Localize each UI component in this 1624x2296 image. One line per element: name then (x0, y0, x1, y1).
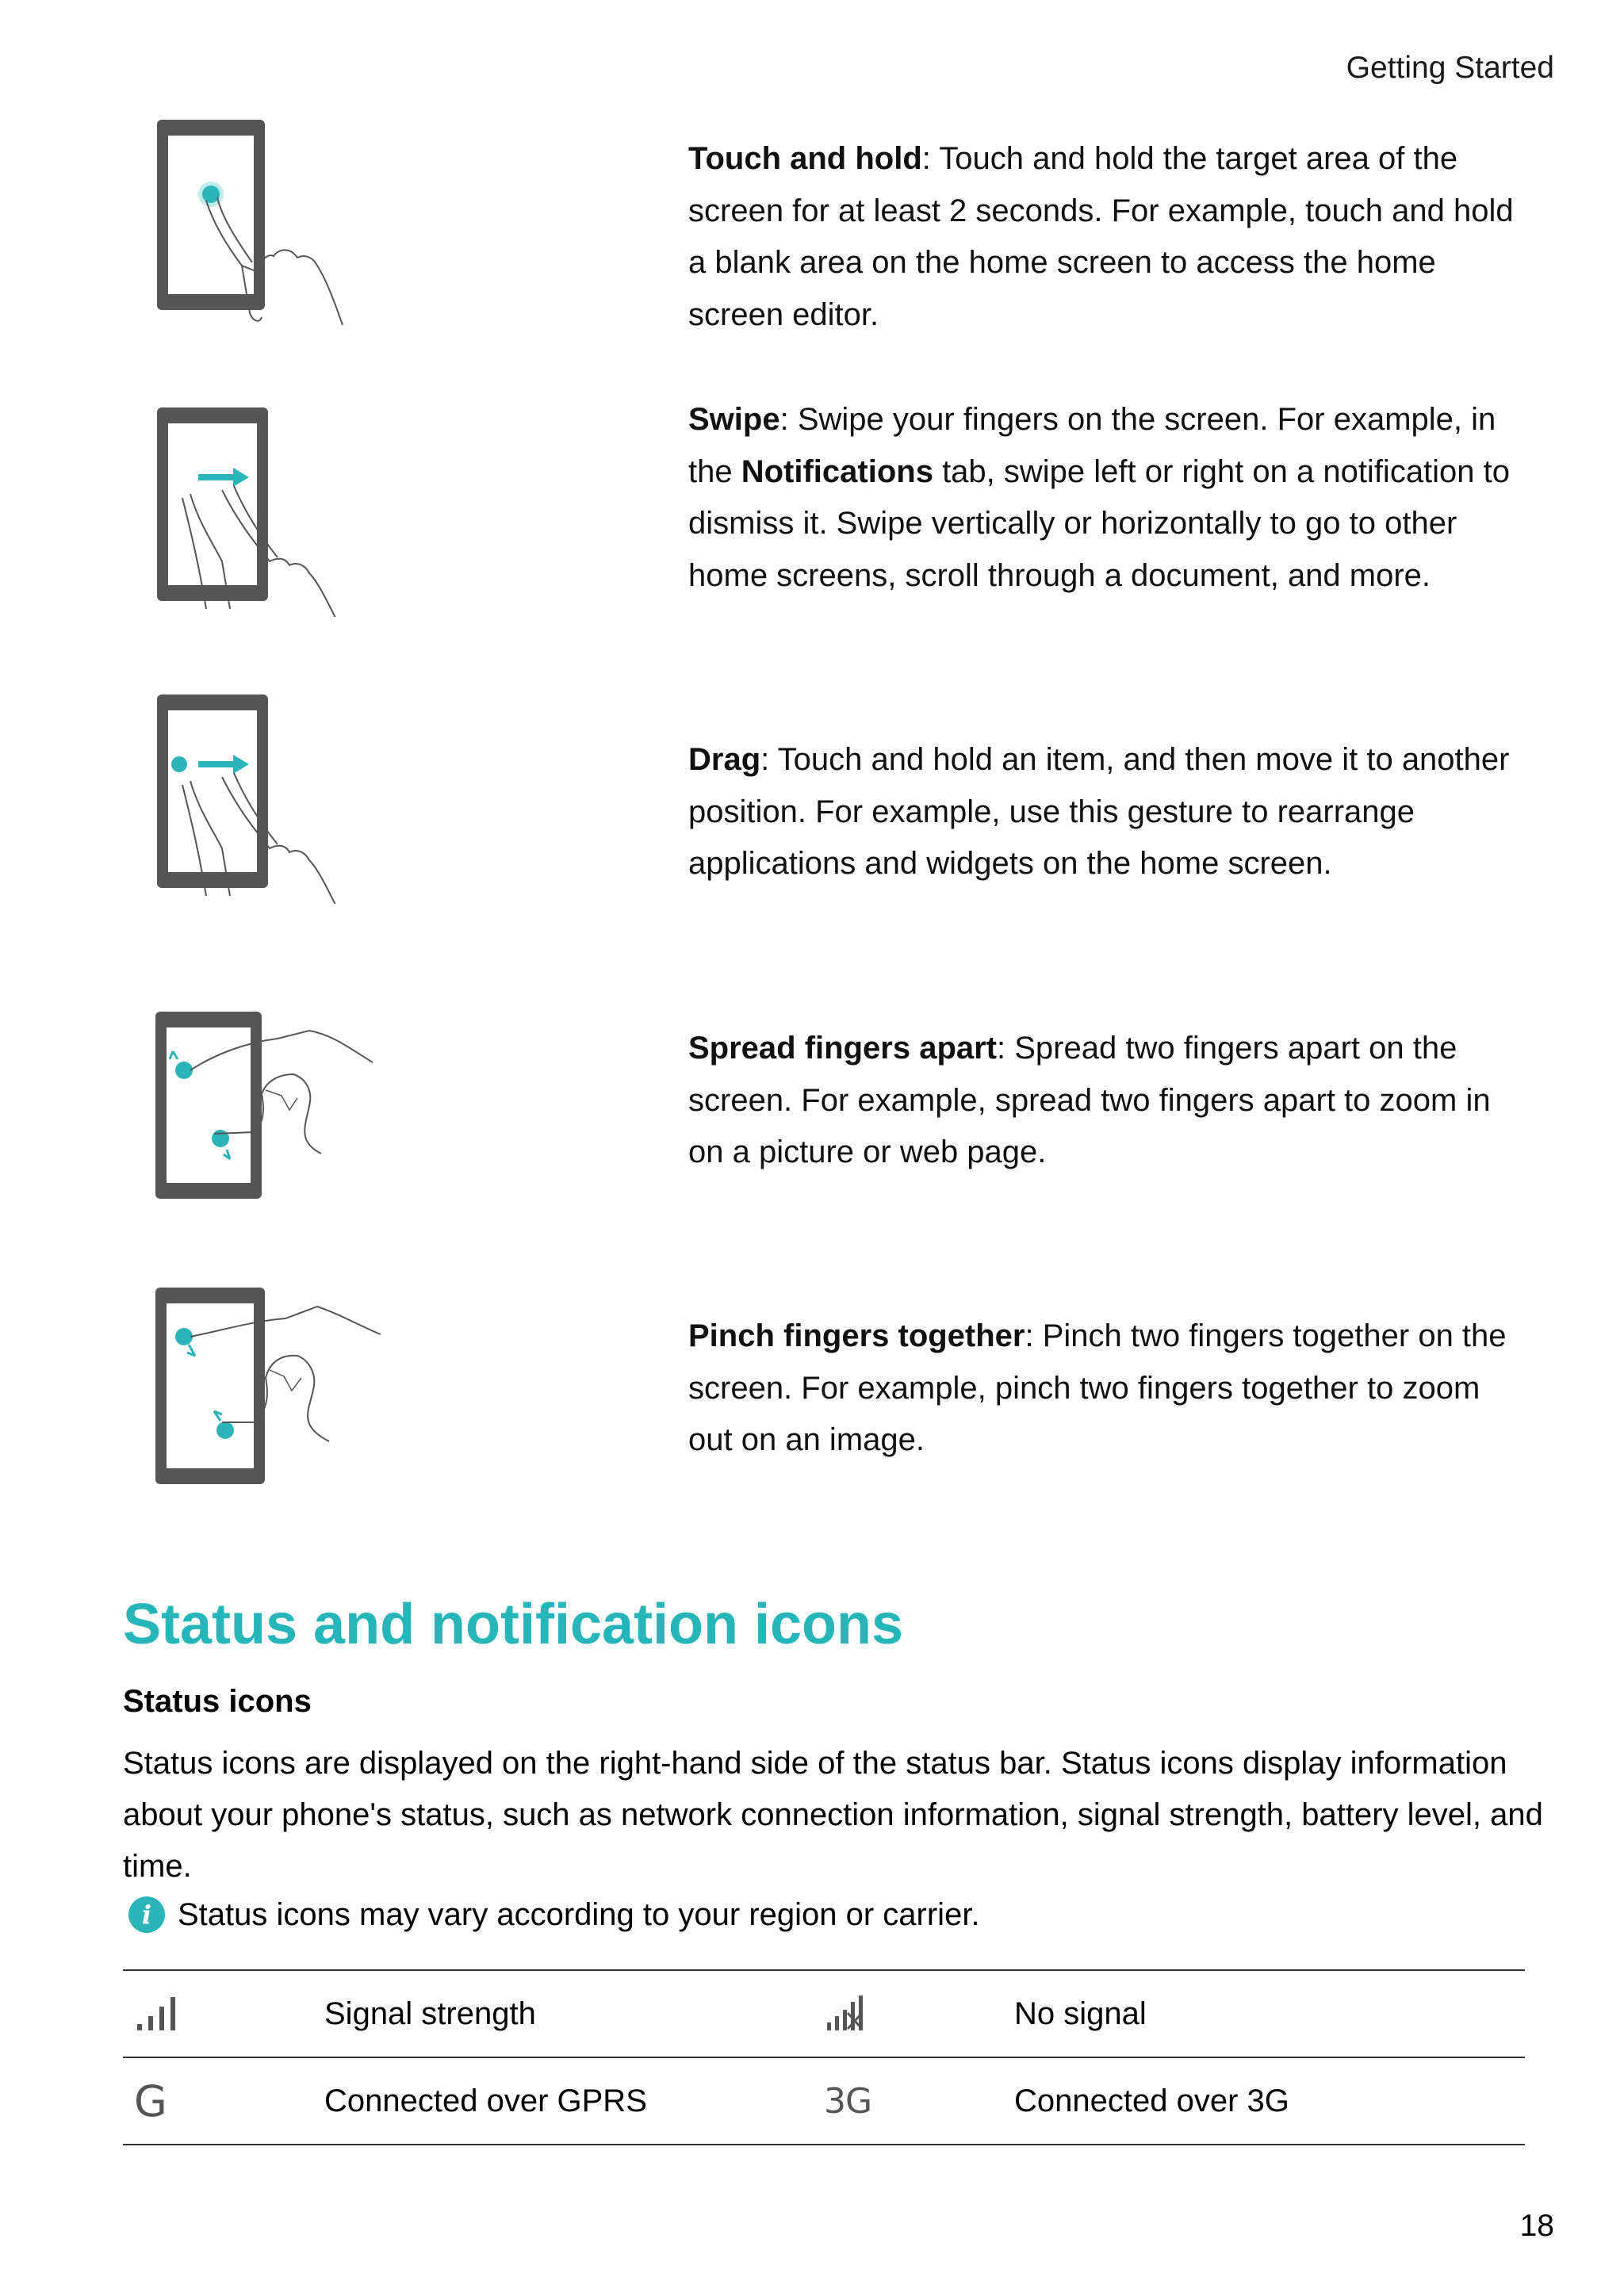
info-icon: i (128, 1896, 165, 1933)
note (128, 1896, 980, 1933)
pinch-fingers-illustration (135, 1283, 420, 1497)
spread-fingers-illustration (135, 1007, 420, 1221)
signal-strength-icon (134, 1994, 185, 2034)
drag-illustration (135, 690, 420, 904)
status-label: Signal strength (324, 1996, 536, 2031)
status-label: No signal (1014, 1996, 1147, 2031)
gesture-drag: Drag: Touch and hold an item, and then move it to another position. For example, use this gesture to rearrange applications and widgets on the home screen. (688, 742, 1510, 881)
touch-and-hold-illustration (135, 115, 420, 329)
status-icons-table (123, 1969, 1525, 2145)
subsection-title: Status icons (123, 1684, 312, 1719)
gesture-touch-and-hold: Touch and hold: Touch and hold the target area of the screen for at least 2 seconds. For example, touch and hold a blank area on the home screen to access the home screen editor. (688, 141, 1514, 332)
table-row (123, 2058, 1525, 2145)
gprs-icon: G (134, 2076, 167, 2126)
page-number: 18 (1519, 2209, 1554, 2243)
status-label: Connected over 3G (1014, 2083, 1289, 2118)
3g-icon: 3G (824, 2080, 872, 2122)
body-paragraph: Status icons are displayed on the right-hand side of the status bar. Status icons display information about your phone's status, such as network connection information, signal strength, battery level, and time. (123, 1746, 1543, 1884)
table-row (123, 1971, 1525, 2058)
section-title: Status and notification icons (123, 1593, 904, 1656)
status-label: Connected over GPRS (324, 2083, 647, 2118)
swipe-illustration (135, 403, 420, 617)
note-text: Status icons may vary according to your region or carrier. (178, 1896, 980, 1932)
running-header: Getting Started (1346, 51, 1554, 85)
gesture-spread-fingers: Spread fingers apart: Spread two fingers apart on the screen. For example, spread two fingers apart to zoom in on a picture or web page. (688, 1031, 1491, 1169)
gesture-pinch-fingers: Pinch fingers together: Pinch two fingers together on the screen. For example, pinch two fingers together to zoom out on an image. (688, 1318, 1507, 1457)
no-signal-icon (824, 1994, 868, 2034)
gesture-swipe: Swipe: Swipe your fingers on the screen. For example, in the Notifications tab, swipe left or right on a notification to dismiss it. Swipe vertically or horizontally to go to other home screens, scroll through a document, and more. (688, 402, 1511, 593)
